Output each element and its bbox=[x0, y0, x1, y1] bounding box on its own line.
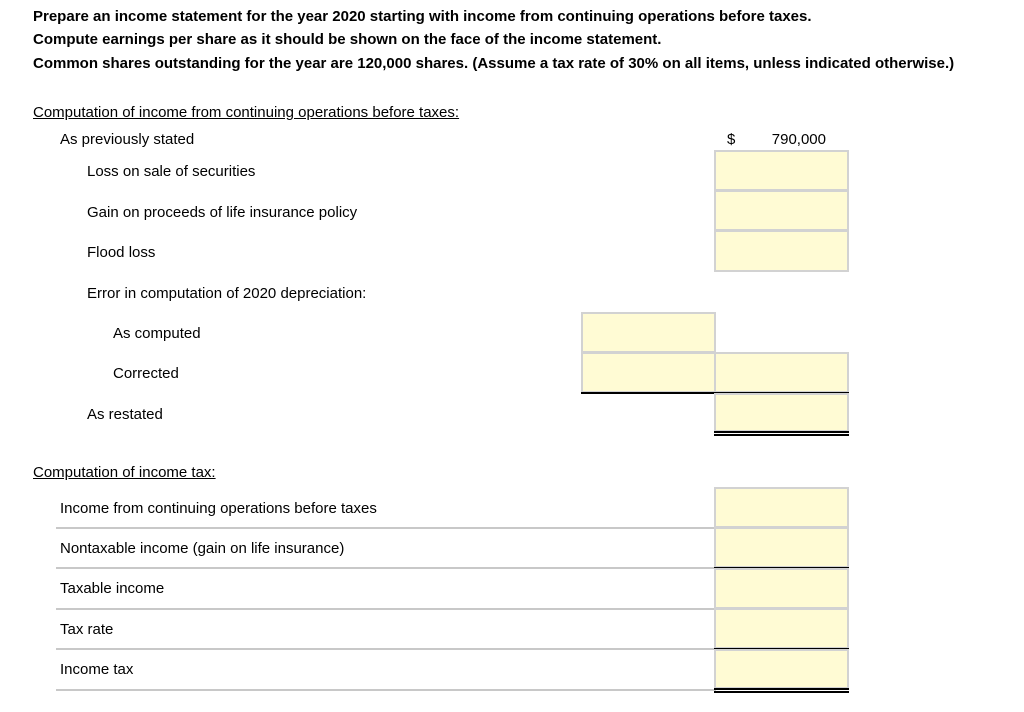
instruction-line-2: Compute earnings per share as it should be shown on the face of the income statement. bbox=[33, 31, 662, 48]
value-as-previously-stated: 790,000 bbox=[771, 131, 826, 148]
input-flood-loss[interactable] bbox=[714, 230, 849, 272]
label-corrected: Corrected bbox=[113, 365, 179, 382]
label-tax-rate: Tax rate bbox=[60, 621, 114, 638]
input-loss-on-sale[interactable] bbox=[714, 150, 849, 191]
currency-symbol: $ bbox=[727, 131, 736, 148]
input-depreciation-difference[interactable] bbox=[714, 352, 849, 393]
row-divider bbox=[56, 648, 716, 650]
label-income-tax: Income tax bbox=[60, 661, 134, 678]
label-nontaxable-income: Nontaxable income (gain on life insurance) bbox=[60, 540, 345, 557]
input-nontaxable-income[interactable] bbox=[714, 527, 849, 568]
row-divider bbox=[56, 567, 716, 569]
input-income-before-taxes[interactable] bbox=[714, 487, 849, 528]
instruction-line-3: Common shares outstanding for the year are 120,000 shares. (Assume a tax rate of 30% on all items, unless indicated otherwise.) bbox=[33, 55, 955, 72]
label-taxable-income: Taxable income bbox=[60, 580, 165, 597]
label-as-computed: As computed bbox=[113, 325, 201, 342]
label-depreciation-error: Error in computation of 2020 depreciation: bbox=[87, 285, 367, 302]
input-as-computed[interactable] bbox=[581, 312, 716, 353]
input-income-tax[interactable] bbox=[714, 649, 849, 689]
instruction-line-1: Prepare an income statement for the year 2020 starting with income from continuing operations before taxes. bbox=[33, 8, 812, 25]
row-divider bbox=[56, 608, 716, 610]
input-gain-life-insurance[interactable] bbox=[714, 190, 849, 231]
label-as-previously-stated: As previously stated bbox=[60, 131, 195, 148]
row-divider bbox=[56, 527, 716, 529]
label-flood-loss: Flood loss bbox=[87, 244, 156, 261]
double-underline-income-tax bbox=[714, 688, 849, 693]
double-underline-as-restated bbox=[714, 431, 849, 436]
input-as-restated[interactable] bbox=[714, 393, 849, 432]
label-as-restated: As restated bbox=[87, 406, 163, 423]
section-header-income-tax: Computation of income tax: bbox=[33, 464, 216, 481]
label-gain-life-insurance: Gain on proceeds of life insurance policy bbox=[87, 204, 358, 221]
section-header-income-computation: Computation of income from continuing operations before taxes: bbox=[33, 104, 460, 121]
input-tax-rate[interactable] bbox=[714, 608, 849, 649]
label-loss-on-sale: Loss on sale of securities bbox=[87, 163, 256, 180]
input-taxable-income[interactable] bbox=[714, 568, 849, 609]
label-income-before-taxes: Income from continuing operations before taxes bbox=[60, 500, 377, 517]
row-divider bbox=[56, 689, 716, 691]
input-corrected[interactable] bbox=[581, 352, 716, 393]
